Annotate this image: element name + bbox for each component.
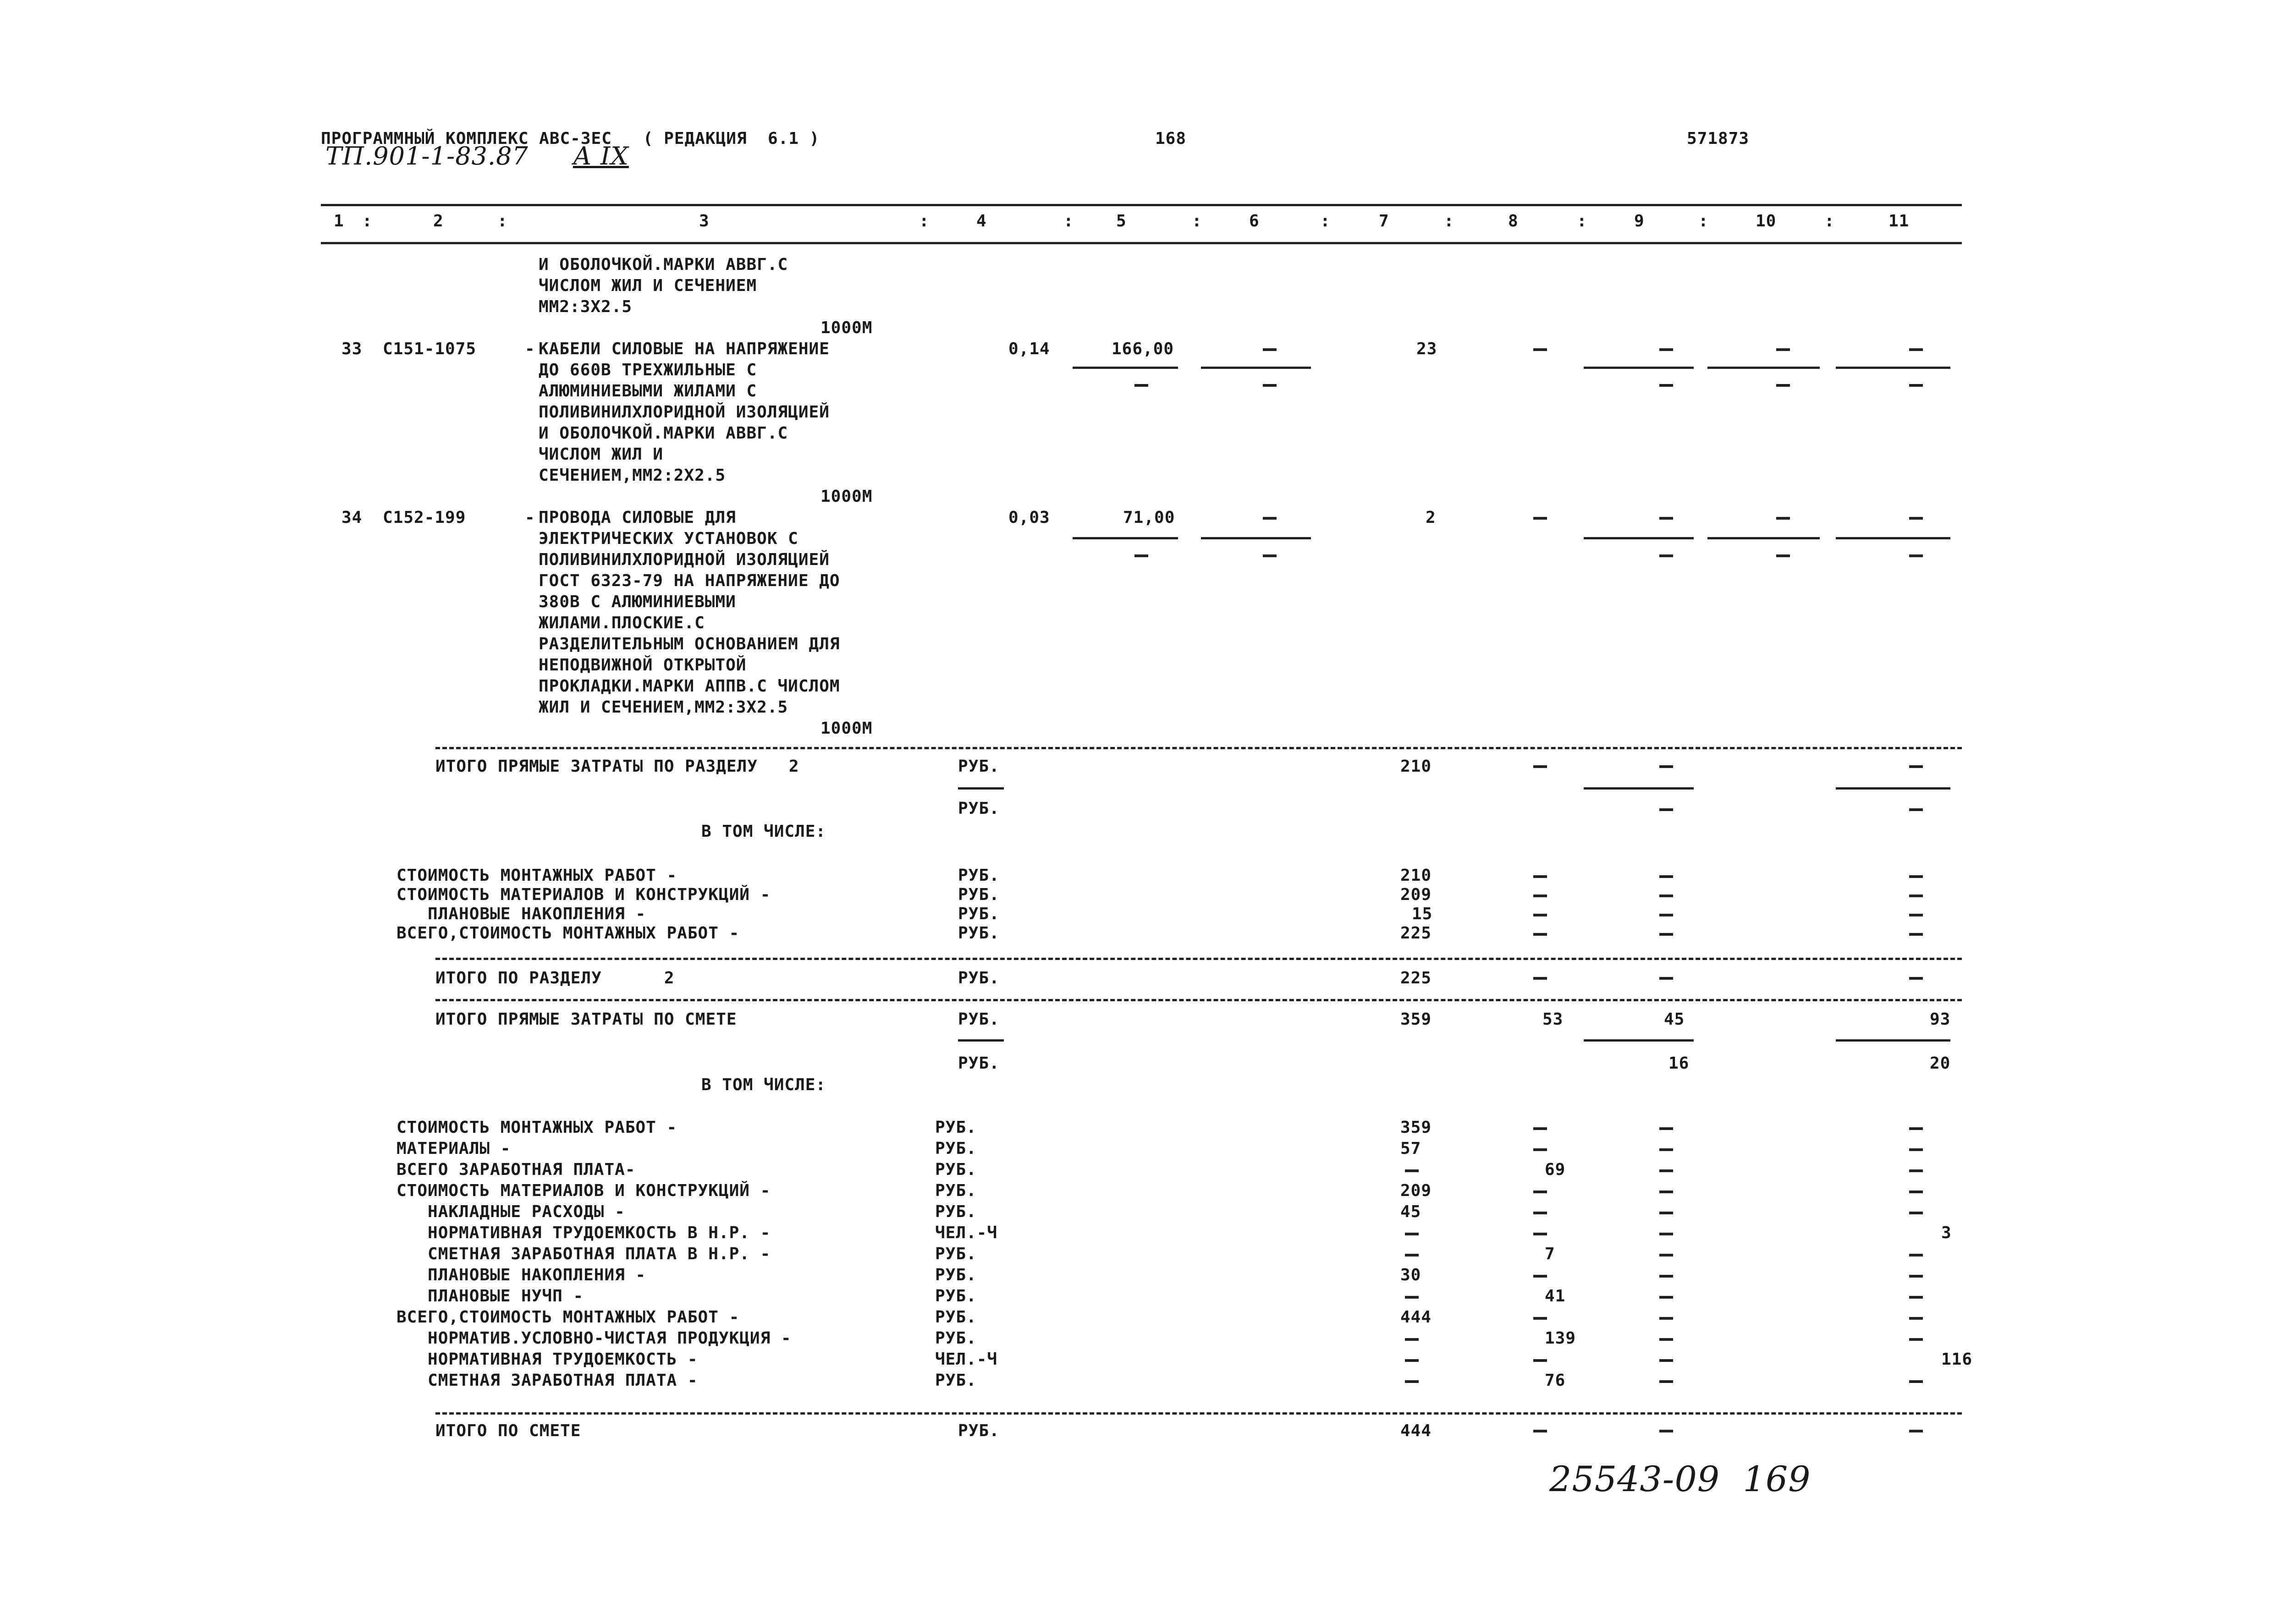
row-number: 33 [341,340,363,358]
row-description: ДО 660В ТРЕХЖИЛЬНЫЕ С [539,361,757,379]
section-line-unit: РУБ. [958,924,1000,943]
estimate-line-unit: РУБ. [935,1139,977,1158]
estimate-line-c8: 69 [1545,1160,1566,1179]
column-separator: : [1824,212,1835,230]
by-estimate-value: 444 [1400,1421,1432,1440]
column-header: 4 [976,212,987,230]
cell-total: 23 [1416,340,1437,358]
cell-quantity: 0,03 [1008,508,1050,527]
dash-mark [1659,1127,1673,1130]
row-number: 34 [341,508,363,527]
estimate-line-label: ВСЕГО ЗАРАБОТНАЯ ПЛАТА- [396,1160,636,1179]
estimate-line-unit: РУБ. [935,1371,977,1390]
section-line-label: СТОИМОСТЬ МАТЕРИАЛОВ И КОНСТРУКЦИЙ - [396,885,771,904]
estimate-line-label: СМЕТНАЯ ЗАРАБОТНАЯ ПЛАТА В Н.Р. - [396,1245,771,1263]
by-section-unit: РУБ. [958,969,1000,988]
estimate-line-label: СТОИМОСТЬ МАТЕРИАЛОВ И КОНСТРУКЦИЙ - [396,1181,771,1200]
estimate-line-label: СМЕТНАЯ ЗАРАБОТНАЯ ПЛАТА - [396,1371,698,1390]
estimate-line-unit: РУБ. [935,1118,977,1137]
column-separator: : [919,212,930,230]
dash-mark [1659,1317,1673,1320]
row-code: С151-1075 [383,340,477,358]
column-separator: : [497,212,508,230]
estimate-line-c11: 116 [1941,1350,1973,1369]
row-description: ЖИЛ И СЕЧЕНИЕМ,ММ2:3Х2.5 [539,698,788,717]
row-description: ПРОВОДА СИЛОВЫЕ ДЛЯ [539,508,736,527]
dash-mark [1659,1359,1673,1362]
dash-mark [1659,1296,1673,1299]
row-description: КАБЕЛИ СИЛОВЫЕ НА НАПРЯЖЕНИЕ [539,340,830,358]
dash-mark [1533,1148,1547,1151]
cell-quantity: 0,14 [1008,340,1050,358]
dash-mark [1909,1296,1923,1299]
dash-mark [1659,1191,1673,1193]
dash-mark [1533,1359,1547,1362]
row-description: ПОЛИВИНИЛХЛОРИДНОЙ ИЗОЛЯЦИЕЙ [539,403,830,422]
section-total-label: ИТОГО ПРЯМЫЕ ЗАТРАТЫ ПО РАЗДЕЛУ 2 [435,757,799,776]
column-separator: : [1320,212,1331,230]
estimate-line-c8: 139 [1545,1329,1576,1348]
by-estimate-unit: РУБ. [958,1421,1000,1440]
estimate-line-unit: РУБ. [935,1202,977,1221]
dash-mark [1909,1169,1923,1172]
section-total-unit2: РУБ. [958,799,1000,818]
header-rule-bottom [321,242,1962,244]
column-separator: : [1192,212,1202,230]
column-separator: : [1063,212,1074,230]
dash-mark [1405,1380,1419,1383]
estimate-line-unit: ЧЕЛ.-Ч [935,1350,998,1369]
row-description: ЭЛЕКТРИЧЕСКИХ УСТАНОВОК С [539,529,798,548]
estimate-line-label: ПЛАНОВЫЕ НУЧП - [396,1287,584,1306]
by-section-label: ИТОГО ПО РАЗДЕЛУ 2 [435,969,675,988]
column-header: 11 [1889,212,1910,230]
row-description: СЕЧЕНИЕМ,ММ2:2Х2.5 [539,466,726,485]
dash-mark [1659,1148,1673,1151]
estimate-line-label: НОРМАТИВНАЯ ТРУДОЕМКОСТЬ - [396,1350,698,1369]
estimate-line-label: НАКЛАДНЫЕ РАСХОДЫ - [396,1202,625,1221]
row-unit: 1000М [820,719,873,738]
dash-mark [1405,1254,1419,1256]
header-rule-top [321,204,1962,206]
dash-mark [1909,1254,1923,1256]
row-dash: - [525,340,535,358]
row-description: И ОБОЛОЧКОЙ.МАРКИ АВВГ.С [539,255,788,274]
section-line-unit: РУБ. [958,905,1000,923]
row-description: АЛЮМИНИЕВЫМИ ЖИЛАМИ С [539,382,757,401]
dash-mark [1659,1275,1673,1278]
column-header: 5 [1116,212,1127,230]
estimate-line-c7: 45 [1400,1202,1421,1221]
section-line-label: ВСЕГО,СТОИМОСТЬ МОНТАЖНЫХ РАБОТ - [396,924,740,943]
dash-mark [1659,1254,1673,1256]
dash-mark [1405,1338,1419,1341]
row-description: ГОСТ 6323-79 НА НАПРЯЖЕНИЕ ДО [539,571,840,590]
dash-mark [1909,1127,1923,1130]
estimate-line-label: ПЛАНОВЫЕ НАКОПЛЕНИЯ - [396,1266,646,1284]
section-rule [435,747,1962,749]
by-section-value: 225 [1400,969,1432,988]
estimate-line-unit: ЧЕЛ.-Ч [935,1223,998,1242]
dash-mark [1533,1191,1547,1193]
dash-mark [1659,1169,1673,1172]
page-number: 168 [1155,129,1187,148]
dash-mark [1909,1191,1923,1193]
estimate-line-c7: 57 [1400,1139,1421,1158]
column-header: 7 [1379,212,1389,230]
final-rule [435,1412,1962,1415]
estimate-line-c8: 76 [1545,1371,1566,1390]
row-description: 380В С АЛЮМИНИЕВЫМИ [539,593,736,611]
row-description: НЕПОДВИЖНОЙ ОТКРЫТОЙ [539,656,747,675]
estimate-rule [435,999,1962,1001]
row-code: С152-199 [383,508,466,527]
dash-mark [1405,1359,1419,1362]
section-total-unit: РУБ. [958,757,1000,776]
column-header: 10 [1756,212,1777,230]
cell-unit-price: 71,00 [1123,508,1175,527]
program-title: ПРОГРАММНЫЙ КОМПЛЕКС АВС-ЗЕС ( РЕДАКЦИЯ 6.1 ) [321,129,820,148]
estimate-total-c8: 53 [1542,1010,1564,1029]
dash-mark [1659,1212,1673,1214]
estimate-line-c7: 209 [1400,1181,1432,1200]
album-mark: А IX [573,142,629,170]
estimate-line-unit: РУБ. [935,1160,977,1179]
column-separator: : [1444,212,1454,230]
estimate-line-unit: РУБ. [935,1329,977,1348]
estimate-line-c7: 30 [1400,1266,1421,1284]
dash-mark [1533,1127,1547,1130]
section-line-label: ПЛАНОВЫЕ НАКОПЛЕНИЯ - [396,905,646,923]
section-line-value: 209 [1400,885,1432,904]
row-description: ММ2:3Х2.5 [539,297,633,316]
dash-mark [1533,1275,1547,1278]
dash-mark [1909,1338,1923,1341]
section-line-label: СТОИМОСТЬ МОНТАЖНЫХ РАБОТ - [396,866,677,885]
column-header: 8 [1508,212,1519,230]
estimate-total-unit: РУБ. [958,1010,1000,1029]
section-line-value: 225 [1400,924,1432,943]
estimate-line-label: НОРМАТИВНАЯ ТРУДОЕМКОСТЬ В Н.Р. - [396,1223,771,1242]
column-separator: : [362,212,373,230]
section-line-value: 15 [1412,905,1433,923]
document-code: 571873 [1687,129,1750,148]
dash-mark [1659,1338,1673,1341]
estimate-total-unit2: РУБ. [958,1054,1000,1073]
estimate-line-unit: РУБ. [935,1266,977,1284]
row-description: ПОЛИВИНИЛХЛОРИДНОЙ ИЗОЛЯЦИЕЙ [539,550,830,569]
in-that-heading: В ТОМ ЧИСЛЕ: [701,822,826,841]
estimate-line-c7: 444 [1400,1308,1432,1327]
estimate-line-unit: РУБ. [935,1287,977,1306]
column-header: 9 [1634,212,1645,230]
dash-mark [1909,1148,1923,1151]
section-line-value: 210 [1400,866,1432,885]
estimate-line-label: МАТЕРИАЛЫ - [396,1139,511,1158]
estimate-line-c11: 3 [1941,1223,1952,1242]
row-description: ЖИЛАМИ.ПЛОСКИЕ.С [539,614,705,632]
column-separator: : [1698,212,1709,230]
column-header: 6 [1249,212,1260,230]
by-estimate-label: ИТОГО ПО СМЕТЕ [435,1421,581,1440]
estimate-total-c11b: 20 [1930,1054,1951,1073]
dash-mark [1659,1380,1673,1383]
estimate-line-c8: 7 [1545,1245,1555,1263]
row-unit: 1000М [820,318,873,337]
cell-total: 2 [1426,508,1436,527]
estimate-line-label: СТОИМОСТЬ МОНТАЖНЫХ РАБОТ - [396,1118,677,1137]
section-total-value: 210 [1400,757,1432,776]
dash-mark [1533,1317,1547,1320]
row-description: ЧИСЛОМ ЖИЛ И [539,445,664,464]
row-description: ПРОКЛАДКИ.МАРКИ АППВ.С ЧИСЛОМ [539,677,840,696]
estimate-total-c11: 93 [1930,1010,1951,1029]
column-header: 3 [699,212,710,230]
dash-mark [1405,1233,1419,1235]
doc-reference: ТП.901-1-83.87 [325,142,529,170]
cell-unit-price: 166,00 [1112,340,1174,358]
estimate-line-c8: 41 [1545,1287,1566,1306]
dash-mark [1909,1380,1923,1383]
row-description: И ОБОЛОЧКОЙ.МАРКИ АВВГ.С [539,424,788,443]
dash-mark [1533,1233,1547,1235]
estimate-total-c9: 45 [1664,1010,1685,1029]
dash-mark [1909,1317,1923,1320]
row-unit: 1000М [820,487,873,506]
row-description: РАЗДЕЛИТЕЛЬНЫМ ОСНОВАНИЕМ ДЛЯ [539,635,840,653]
column-header: 1 [334,212,344,230]
dash-mark [1659,1233,1673,1235]
column-separator: : [1577,212,1587,230]
row-description: ЧИСЛОМ ЖИЛ И СЕЧЕНИЕМ [539,276,757,295]
handwritten-note: 25543-09 169 [1549,1459,1811,1499]
estimate-total-label: ИТОГО ПРЯМЫЕ ЗАТРАТЫ ПО СМЕТЕ [435,1010,737,1029]
estimate-line-c7: 359 [1400,1118,1432,1137]
estimate-line-label: ВСЕГО,СТОИМОСТЬ МОНТАЖНЫХ РАБОТ - [396,1308,740,1327]
estimate-line-label: НОРМАТИВ.УСЛОВНО-ЧИСТАЯ ПРОДУКЦИЯ - [396,1329,792,1348]
estimate-line-unit: РУБ. [935,1181,977,1200]
dash-mark [1405,1296,1419,1299]
estimate-line-unit: РУБ. [935,1308,977,1327]
row-dash: - [525,508,535,527]
column-header: 2 [433,212,444,230]
in-that-heading: В ТОМ ЧИСЛЕ: [701,1075,826,1094]
dash-mark [1405,1169,1419,1172]
dash-mark [1533,1212,1547,1214]
section-line-unit: РУБ. [958,885,1000,904]
estimate-line-unit: РУБ. [935,1245,977,1263]
dash-mark [1909,1212,1923,1214]
section-line-unit: РУБ. [958,866,1000,885]
estimate-total-c9b: 16 [1668,1054,1690,1073]
estimate-total-c7: 359 [1400,1010,1432,1029]
dash-mark [1909,1275,1923,1278]
